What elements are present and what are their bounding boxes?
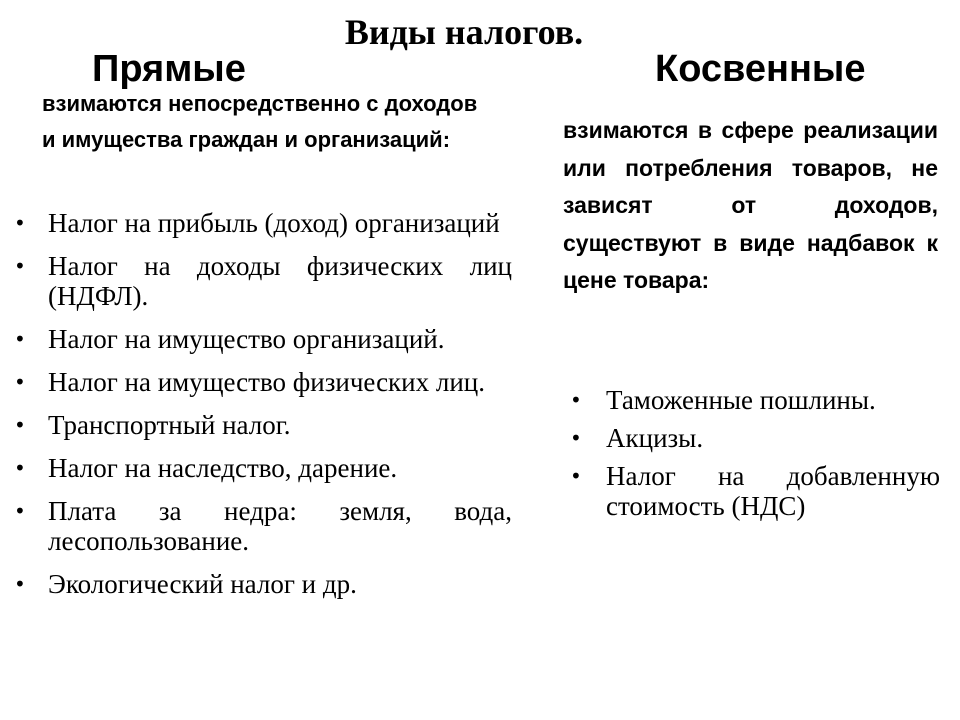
list-item-text: Налог на прибыль (доход) организаций	[48, 208, 500, 238]
bullet-icon: •	[14, 254, 26, 278]
list-item-text: Налог на доходы физических лиц (НДФЛ).	[48, 251, 512, 311]
list-item-text: Налог на добавленную стоимость (НДС)	[606, 461, 940, 521]
bullet-icon: •	[14, 413, 26, 437]
direct-taxes-description: взимаются непосредственно с доходов и имущества граждан и организаций:	[42, 91, 478, 152]
indirect-taxes-list	[570, 385, 940, 529]
bullet-icon: •	[14, 572, 26, 596]
bullet-icon: •	[570, 426, 582, 450]
bullet-icon: •	[14, 370, 26, 394]
list-item	[14, 367, 512, 397]
list-item	[14, 251, 512, 311]
list-item	[570, 385, 940, 415]
list-item	[14, 496, 512, 556]
list-item-text: Экологический налог и др.	[48, 569, 357, 599]
list-item-text: Налог на имущество физических лиц.	[48, 367, 485, 397]
list-item-text: Плата за недра: земля, вода, лесопользование.	[48, 496, 512, 556]
list-item-text: Транспортный налог.	[48, 410, 291, 440]
direct-taxes-heading: Прямые	[92, 48, 246, 90]
page-title: Виды налогов.	[344, 12, 584, 52]
list-item	[14, 324, 512, 354]
list-item-text: Таможенные пошлины.	[606, 385, 876, 415]
direct-taxes-list	[14, 208, 512, 612]
bullet-icon: •	[14, 211, 26, 235]
indirect-taxes-heading: Косвенные	[655, 48, 866, 90]
bullet-icon: •	[14, 499, 26, 523]
list-item	[14, 569, 512, 599]
list-item	[570, 461, 940, 521]
list-item-text: Акцизы.	[606, 423, 704, 453]
bullet-icon: •	[570, 388, 582, 412]
list-item	[14, 410, 512, 440]
bullet-icon: •	[14, 327, 26, 351]
list-item	[570, 423, 940, 453]
list-item-text: Налог на имущество организаций.	[48, 324, 445, 354]
bullet-icon: •	[14, 456, 26, 480]
bullet-icon: •	[570, 464, 582, 488]
list-item	[14, 208, 512, 238]
list-item	[14, 453, 512, 483]
list-item-text: Налог на наследство, дарение.	[48, 453, 398, 483]
indirect-taxes-description: взимаются в сфере реализации или потребления товаров, не зависят от доходов, существуют в виде надбавок к цене товара:	[563, 117, 938, 293]
